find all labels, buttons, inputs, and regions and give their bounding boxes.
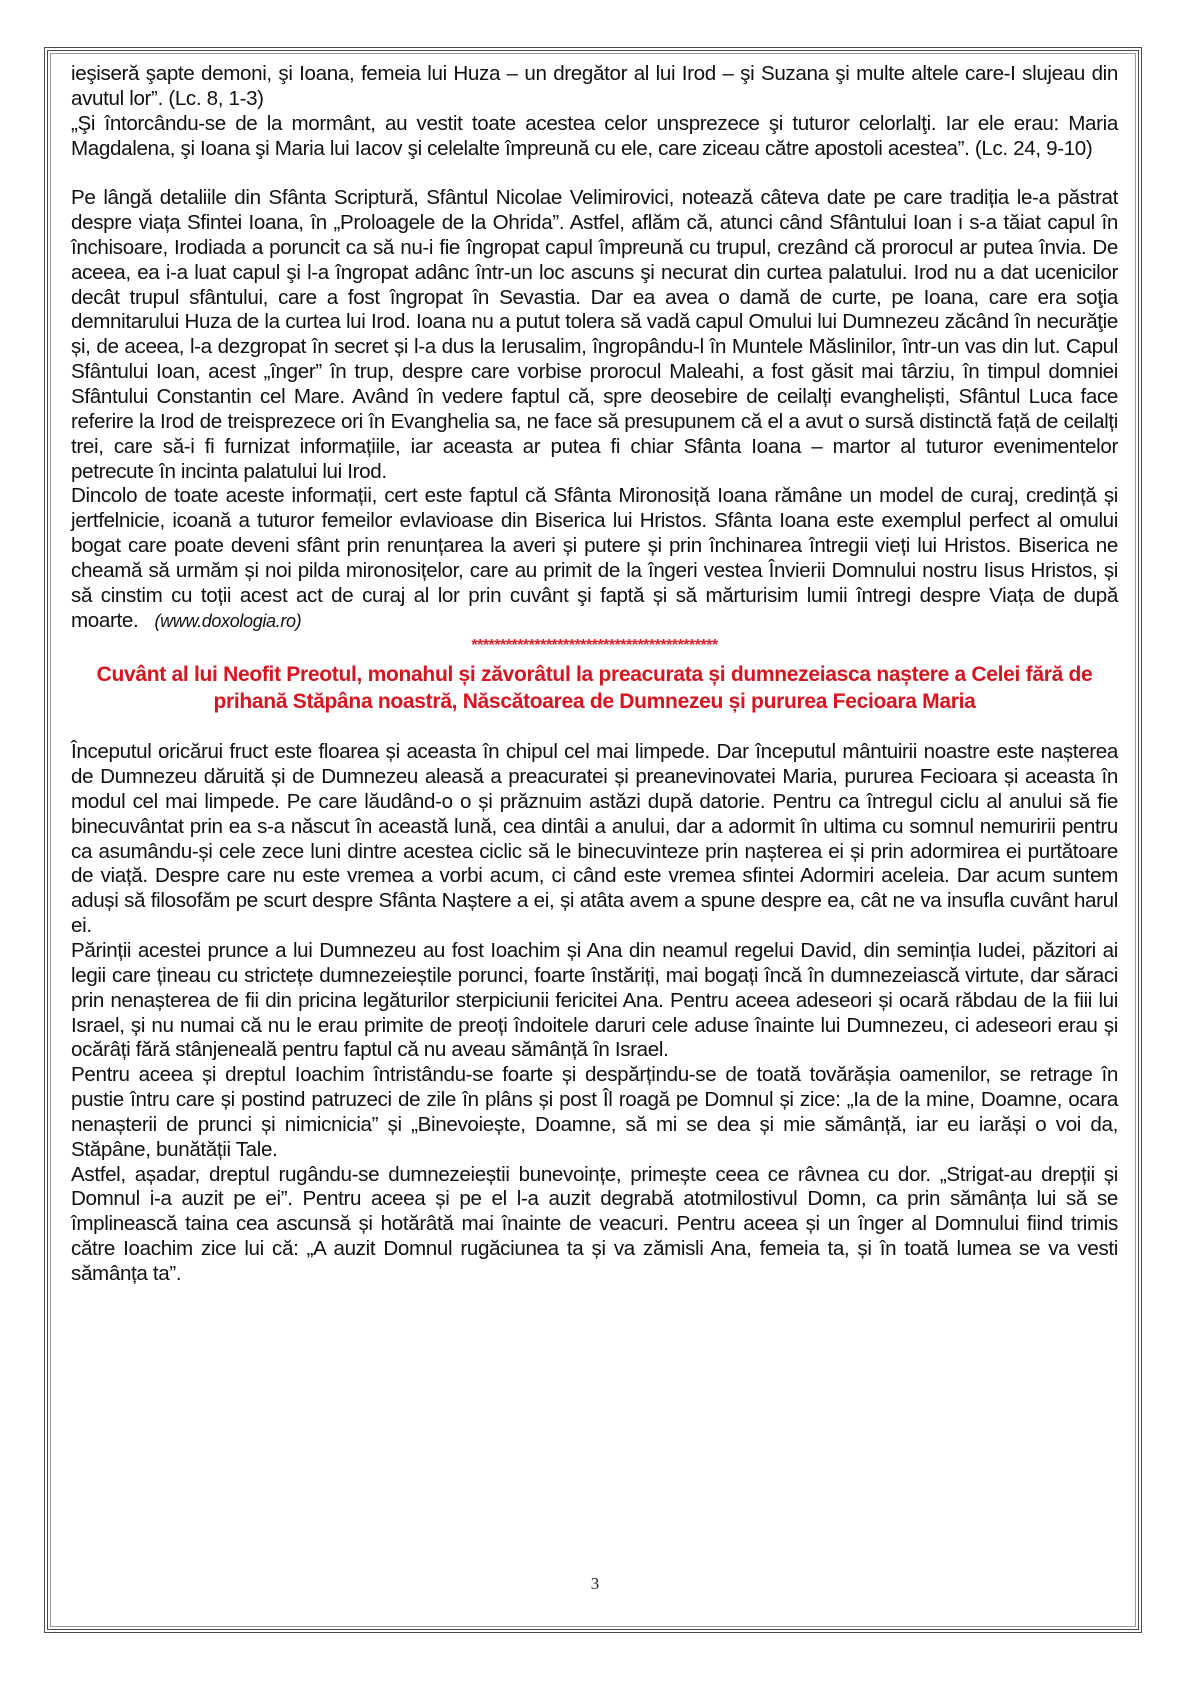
source-link[interactable]: (www.doxologia.ro) [154,610,302,631]
paragraph: ieşiseră şapte demoni, şi Ioana, femeia lui Huza – un dregător al lui Irod – şi Suzana şi multe altele care-I slujeau din avutul lor”. (Lc. 8, 1-3) [71,62,1118,110]
blank-line [71,161,1118,186]
paragraph: Astfel, așadar, dreptul rugându-se dumnezeieștii bunevoințe, primește ceea ce râvnea cu dor. „Strigat-au drepții și Domnul i-a auzit pe ei”. Pentru aceea și pe el l-a auzit degrabă atotmilostivul Domn, ca prin sămânța lui să se împlinească taina cea ascunsă și hotărâtă mai înainte de veacuri. Pentru aceea și un înger al Domnului fiind trimis către Ioachim zice lui că: „A auzit Domnul rugăciunea ta și va zămisli Ana, femeia ta, și în toată lumea se va vesti sămânța ta”. [71,1162,1118,1285]
paragraph-with-source [71,484,1118,633]
separator-asterisks: ******************************************* [471,637,718,655]
paragraph: „Şi întorcându-se de la mormânt, au vestit toate acestea celor unsprezece şi tuturor celorlalţi. Iar ele erau: Maria Magdalena, şi Ioana şi Maria lui Iacov şi celelalte împreună cu ele, care ziceau către apostoli acestea”. (Lc. 24, 9-10) [71,111,1118,160]
section-heading: Cuvânt al lui Neofit Preotul, monahul și zăvorâtul la preacurata și dumnezeiasca naștere a Celei fără de prihană Stăpâna noastră, Născătoarea de Dumnezeu și pururea Fecioara Maria [96,663,1093,714]
paragraph: Începutul oricărui fruct este floarea și aceasta în chipul cel mai limpede. Dar începutul mântuirii noastre este nașterea de Dumnezeu dăruită și de Dumnezeu aleasă a preacuratei și preanevinovatei Maria, pururea Fecioara și aceasta în modul cel mai limpede. Pe care lăudând-o o și prăznuim astăzi după datorie. Pentru ca întregul ciclu al anului să fie binecuvântat prin ea s-a născut în această lună, cea dintâi a anului, dar a adormit în ultima cu somnul nemuririi pentru ca asumându-și cele zece luni dintre acestea ciclic să le binecuvinteze prin nașterea ei și prin adormirea ei purtătoare de viață. Despre care nu este vremea a vorbi acum, ci când este vremea sfintei Adormiri aceleia. Dar acum suntem aduși să filosofăm pe scurt despre Sfânta Naștere a ei, și atâta avem a spune despre ea, cât ne va insufla cuvânt harul ei. [71,740,1118,938]
paragraph: Pentru aceea și dreptul Ioachim întristându-se foarte și despărțindu-se de toată tovărășia oamenilor, se retrage în pustie întru care și postind patruzeci de zile în plâns și post Îl roagă pe Domnul și zice: „Ia de la mine, Doamne, ocara nenașterii de prunci și nimicnicia” și „Binevoiește, Doamne, să mi se dea și mie sămânță, iar eu iarăși o voi da, Stăpâne, bunătății Tale. [71,1063,1118,1161]
page-content [71,62,1118,1287]
blank-line [71,715,1118,740]
paragraph: Părinții acestei prunce a lui Dumnezeu au fost Ioachim și Ana din neamul regelui David, din seminția Iudei, păzitori ai legii care țineau cu strictețe dumnezeieștile porunci, foarte înstăriți, mai bogați încă în dumnezeiască virtute, dar săraci prin nenașterea de fii din pricina legăturilor sterpiciunii fericitei Ana. Pentru aceea adeseori și ocară răbdau de la fiii lui Israel, și nu numai că nu le erau primite de preoți îndoitele daruri cele aduse înainte lui Dumnezeu, ci adeseori erau și ocărâți fără stânjeneală pentru faptul că nu aveau sămânță în Israel. [71,939,1118,1062]
paragraph-text: Dincolo de toate aceste informații, cert este faptul că Sfânta Mironosiță Ioana rămâne un model de curaj, credință și jertfelnicie, icoană a tuturor femeilor evlavioase din Biserica lui Hristos. Sfânta Ioana este exemplul perfect al omului bogat care poate deveni sfânt prin renunțarea la averi și putere și prin închinarea întregii vieți lui Hristos. Biserica ne cheamă să urmăm și noi pilda mironosițelor, care au primit de la îngeri vestea Învierii Domnului nostru Iisus Hristos, și să cinstim cu toții acest act de curaj al lor prin cuvânt şi faptă și să mărturisim lumii întregi despre Viața de după moarte. [71,484,1118,632]
page-number: 3 [590,1574,600,1593]
paragraph: Pe lângă detaliile din Sfânta Scriptură, Sfântul Nicolae Velimirovici, notează câteva date pe care tradiția le-a păstrat despre viața Sfintei Ioana, în „Proloagele de la Ohrida”. Astfel, aflăm că, atunci când Sfântului Ioan i s-a tăiat capul în închisoare, Irodiada a poruncit ca să nu-i fie îngropat capul împreună cu trupul, crezând că prorocul ar putea învia. De aceea, ea i-a luat capul şi l-a îngropat adânc într-un loc ascuns şi necurat din curtea palatului. Irod nu a dat ucenicilor decât trupul sfântului, care a fost îngropat în Sevastia. Dar ea avea o damă de curte, pe Ioana, care era soţia demnitarului Huza de la curtea lui Irod. Ioana nu a putut tolera să vadă capul Omului lui Dumnezeu zăcând în necurăţie și, de aceea, l-a dezgropat în secret și l-a dus la Ierusalim, îngropându-l în Muntele Măslinilor, într-un vas din lut. Capul Sfântului Ioan, acest „înger” în trup, despre care vorbise prorocul Maleahi, a fost găsit mai târziu, în timpul domniei Sfântului Constantin cel Mare. Având în vedere faptul că, spre deosebire de ceilalți evangheliști, Sfântul Luca face referire la Irod de treisprezece ori în Evanghelia sa, ne face să presupunem că el a avut o sursă distinctă față de ceilalți trei, care să-i fi furnizat informațiile, iar aceasta ar putea fi chiar Sfânta Ioana – martor al tuturor evenimentelor petrecute în incinta palatului lui Irod. [71,186,1118,483]
